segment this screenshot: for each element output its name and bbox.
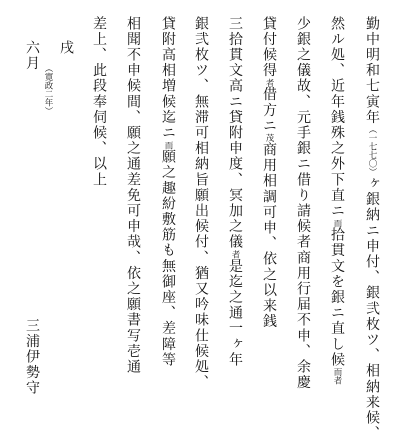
date-era-note: （寛政二年） bbox=[43, 64, 53, 115]
column-text: 商用相調可申、依之以来銭 bbox=[261, 142, 277, 330]
small-kana: 而 bbox=[332, 218, 342, 228]
small-kana: 者 bbox=[264, 78, 274, 87]
column-text: 相聞不申候間、願之通差免可申哉、依之願書写壱通 bbox=[125, 16, 141, 375]
text-column-7 bbox=[160, 16, 176, 368]
text-column-5 bbox=[227, 16, 243, 368]
text-column-1 bbox=[364, 16, 380, 441]
column-text: 少銀之儀故、元手銀ニ借り請候者商用行届不申、余慶 bbox=[295, 16, 311, 391]
column-text: 是迄之通一ヶ年 bbox=[227, 258, 243, 368]
small-kana: 而 bbox=[163, 140, 173, 150]
small-kana: 者 bbox=[230, 250, 240, 259]
column-text: 差上、此段奉伺候、以上 bbox=[91, 16, 107, 188]
small-kana: 而者 bbox=[332, 367, 342, 385]
signer-name: 三浦伊勢守 bbox=[24, 318, 40, 396]
column-text: 勤中明和七寅年 bbox=[364, 16, 380, 126]
small-kana: 茂 bbox=[264, 133, 274, 143]
text-column-9 bbox=[91, 16, 107, 188]
text-column-4 bbox=[261, 16, 277, 329]
column-text: 三拾貫文高ニ貸附申度、冥加之儀 bbox=[227, 16, 243, 250]
date-year: 戌 bbox=[58, 40, 74, 56]
column-text: 貸附高相増候迄ニ bbox=[160, 16, 176, 141]
column-text: ヶ銀納ニ申付、銀弐枚ツ、相納来候、 bbox=[364, 176, 380, 441]
date-month: 六月 bbox=[24, 40, 40, 72]
column-text: 然ル処、近年銭殊之外下直ニ bbox=[329, 16, 345, 219]
text-column-8 bbox=[125, 16, 141, 375]
text-column-3 bbox=[295, 16, 311, 390]
text-column-2 bbox=[329, 16, 345, 385]
column-text: 銀弐枚ツ、無滞可相納旨願出候付、猶又吟味仕候処、 bbox=[193, 16, 209, 391]
column-text: 借方ニ bbox=[261, 86, 277, 134]
text-column-6 bbox=[193, 16, 209, 390]
year-annotation: （一七七〇） bbox=[367, 125, 377, 177]
column-text: 拾貫文を銀ニ直し候 bbox=[329, 227, 345, 368]
column-text: 願之趣紛敷筋も無御座、差障等 bbox=[160, 149, 176, 368]
column-text: 貸付候得 bbox=[261, 16, 277, 79]
